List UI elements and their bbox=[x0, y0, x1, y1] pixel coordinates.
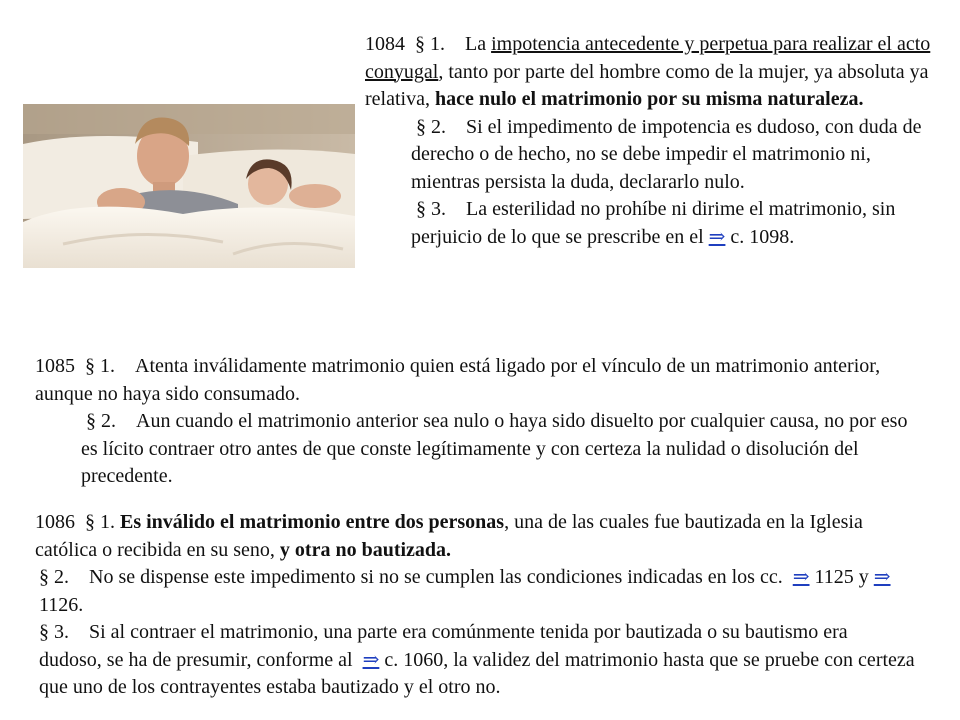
canon-1086-paragraph-2 bbox=[35, 564, 915, 619]
text-run: La bbox=[465, 33, 487, 55]
text-run: , tanto por parte del hombre como de la mujer, ya absoluta ya relativa, bbox=[365, 60, 929, 110]
text-run: No se dispense este impedimento si no se cumplen las condiciones indicadas en los cc. bbox=[89, 566, 783, 588]
text-run: , una de las cuales fue bautizada en la Iglesia católica o recibida en su seno, bbox=[35, 511, 863, 561]
section-mark: § 2. bbox=[86, 410, 116, 432]
section-mark: § 2. bbox=[416, 115, 446, 138]
bold-text: y otra no bautizada. bbox=[279, 538, 452, 561]
canon-1084 bbox=[365, 31, 935, 251]
couple-in-bed-photo bbox=[23, 104, 355, 268]
canon-1085 bbox=[35, 353, 915, 491]
bold-text: hace nulo el matrimonio por su misma naturaleza. bbox=[434, 88, 864, 110]
text-run: c. 1098. bbox=[730, 225, 795, 248]
canon-1085-paragraph-1 bbox=[35, 353, 915, 408]
cross-reference-link[interactable]: ⇒ bbox=[792, 566, 810, 588]
cross-reference-link[interactable]: ⇒ bbox=[873, 566, 891, 588]
canon-1084-paragraph-3 bbox=[365, 196, 935, 251]
text-run: Si el impedimento de impotencia es dudoso, con duda de derecho o de hecho, no se debe impedir el matrimonio ni, mientras persista la duda, declararlo nulo. bbox=[411, 115, 922, 193]
text-run: 1126. bbox=[39, 593, 84, 616]
section-mark: § 2. bbox=[39, 566, 69, 588]
canon-1084-paragraph-2 bbox=[365, 114, 935, 197]
text-run: Atenta inválidamente matrimonio quien está ligado por el vínculo de un matrimonio anterior, aunque no haya sido consumado. bbox=[35, 355, 881, 405]
section-mark: § 3. bbox=[416, 198, 446, 220]
canon-1086-paragraph-3 bbox=[35, 619, 915, 702]
section-mark: § 1. bbox=[85, 511, 115, 533]
text-run: La esterilidad no prohíbe ni dirime el matrimonio, sin perjuicio de lo que se prescribe en el bbox=[411, 198, 896, 248]
canon-1086 bbox=[35, 509, 915, 702]
canon-number: 1084 bbox=[365, 33, 405, 55]
text-run: c. 1060, la validez del matrimonio hasta que se pruebe con certeza que uno de los contrayentes estaba bautizado y el otro no. bbox=[39, 648, 915, 698]
text-run: Si al contraer el matrimonio, una parte era comúnmente tenida por bautizada o su bautismo era dudoso, se ha de presumir, conforme al bbox=[39, 621, 848, 671]
canon-1086-paragraph-1 bbox=[35, 509, 915, 564]
canon-number: 1086 bbox=[35, 511, 75, 533]
cross-reference-link[interactable]: ⇒ bbox=[362, 648, 380, 671]
section-mark: § 1. bbox=[85, 355, 115, 377]
underlined-text: impotencia antecedente y perpetua para realizar el acto conyugal bbox=[365, 33, 931, 83]
text-run: 1125 y bbox=[814, 566, 869, 588]
canon-1085-paragraph-2 bbox=[35, 408, 915, 491]
canon-number: 1085 bbox=[35, 355, 75, 377]
section-mark: § 1. bbox=[415, 33, 445, 55]
canon-1084-paragraph-1 bbox=[365, 31, 935, 114]
text-run: Aun cuando el matrimonio anterior sea nulo o haya sido disuelto por cualquier causa, no por eso es lícito contraer otro antes de que conste legítimamente y con certeza la nulidad o disolución del precedente. bbox=[81, 410, 908, 487]
section-mark: § 3. bbox=[39, 621, 69, 643]
bold-text: Es inválido el matrimonio entre dos personas bbox=[120, 511, 505, 533]
cross-reference-link[interactable]: ⇒ bbox=[708, 225, 726, 248]
